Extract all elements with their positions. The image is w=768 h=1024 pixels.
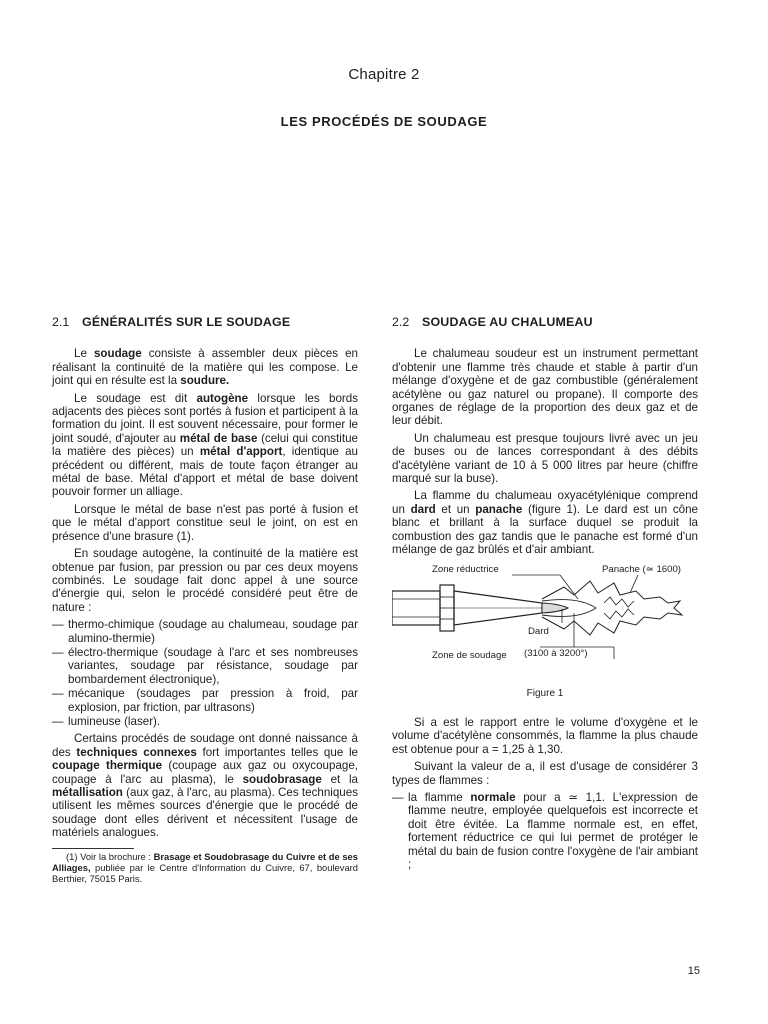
section-heading-2-1 (52, 316, 358, 329)
paragraph: Un chalumeau est presque toujours livré avec un jeu de buses ou de lances correspondant à des débits d'acétylène variant de 10 à 5 000 litres par heure (chiffre marqué sur la buse). (392, 431, 698, 486)
right-column (392, 316, 698, 875)
list-item: — lumineuse (laser). (52, 715, 358, 728)
section-title: SOUDAGE AU CHALUMEAU (422, 315, 593, 329)
paragraph: En soudage autogène, la continuité de la matière est obtenue par fusion, par pression ou par ces deux moyens combinés. Le soudage fait donc appel à une source d'énergie qui, selon le procédé considéré peut être de nature : (52, 547, 358, 614)
panache-zigzag (604, 609, 634, 619)
flame-diagram (392, 563, 698, 683)
footnote-rule (52, 848, 134, 849)
left-column (52, 316, 358, 885)
leader-zone-reductrice (560, 575, 578, 599)
section-heading-2-2 (392, 316, 698, 329)
list-item: — électro-thermique (soudage à l'arc et ses nombreuses variantes, soudage par résistance, soudage par bombardement électronique), (52, 646, 358, 686)
chapter-title: LES PROCÉDÉS DE SOUDAGE (280, 114, 488, 129)
paragraph: Si a est le rapport entre le volume d'oxygène et le volume d'acétylène consommés, la flamme la plus chaude est obtenue pour a = 1,25 à 1,30. (392, 715, 698, 756)
flame-figure (392, 563, 698, 683)
label-temperature: (3100 à 3200°) (524, 647, 588, 659)
paragraph: Suivant la valeur de a, il est d'usage de considérer 3 types de flammes : (392, 760, 698, 787)
list-item: — thermo-chimique (soudage au chalumeau, soudage par alumino-thermie) (52, 618, 358, 645)
energy-source-list (52, 618, 358, 728)
chapter-heading: Chapitre 2 (348, 66, 420, 83)
paragraph: Le chalumeau soudeur est un instrument permettant d'obtenir une flamme très chaude et stable à partir d'un mélange d'oxygène et de gaz combustible (généralement acétylène ou gaz naturel ou propane). Il comporte des organes de réglage de la proportion des deux gaz et de leur débit. (392, 347, 698, 428)
section-number: 2.1 (52, 315, 70, 329)
list-item: — la flamme normale pour a ≃ 1,1. L'expression de flamme neutre, employée quelquefois est incorrecte et doit être évitée. La flamme normale est, en effet, fortement réductrice ce qui lui permet de protéger le métal du bain de fusion contre l'oxygène de l'air ambiant ; (392, 791, 698, 871)
section-number: 2.2 (392, 315, 410, 329)
flame-types-list (392, 791, 698, 871)
label-panache: Panache (≃ 1600) (602, 563, 681, 575)
panache-zigzag (604, 597, 634, 607)
leader-panache (630, 575, 638, 593)
label-dard: Dard (528, 625, 549, 637)
section-title: GÉNÉRALITÉS SUR LE SOUDAGE (82, 315, 291, 329)
list-item: — mécanique (soudages par pression à froid, par explosion, par friction, par ultrasons) (52, 687, 358, 714)
page-number: 15 (687, 965, 700, 977)
dard-cone (542, 603, 568, 613)
paragraph: Lorsque le métal de base n'est pas porté à fusion et que le métal d'apport constitue seul le joint, on est en présence d'une brasure (1). (52, 502, 358, 543)
figure-caption: Figure 1 (526, 687, 564, 699)
label-zone-soudage: Zone de soudage (432, 649, 507, 661)
paragraph: Certains procédés de soudage ont donné naissance à des techniques connexes fort importantes telles que le coupage thermique (coupage aux gaz ou oxycoupage, coupage à l'arc au plasma), le soudobrasage et la métallisation (aux gaz, à l'arc, au plasma). Ces techniques utilisent les mêmes sources d'énergie que le procédé de soudage dont elles dérivent et nécessitent l'usage de matériels analogues. (52, 732, 359, 840)
paragraph: La flamme du chalumeau oxyacétylénique comprend un dard et un panache (figure 1). Le dard est un cône blanc et brillant à la surface duquel se produit la combustion des gaz tandis que le panache est formé d'un mélange de gaz brûlés et d'air ambiant. (392, 489, 699, 557)
label-zone-reductrice: Zone réductrice (432, 563, 499, 575)
paragraph: Le soudage est dit autogène lorsque les bords adjacents des pièces sont portés à fusion et participent à la formation du joint. Il est souvent nécessaire, pour former le joint soudé, d'ajouter au métal de base (celui qui constitue la matière des pièces) un métal d'apport, identique au précédent ou différent, mais de toute façon étranger au métal de base. Métal d'apport et métal de base doivent pouvoir former un alliage. (52, 391, 358, 499)
torch-body (392, 591, 440, 625)
footnote: (1) Voir la brochure : Brasage et Soudobrasage du Cuivre et de ses Alliages, publiée par le Centre d'Information du Cuivre, 67, boulevard Berthier, 75015 Paris. (52, 850, 358, 885)
paragraph: Le soudage consiste à assembler deux pièces en réalisant la continuité de la matière qui les compose. Le joint qui en résulte est la soudure. (52, 347, 358, 388)
